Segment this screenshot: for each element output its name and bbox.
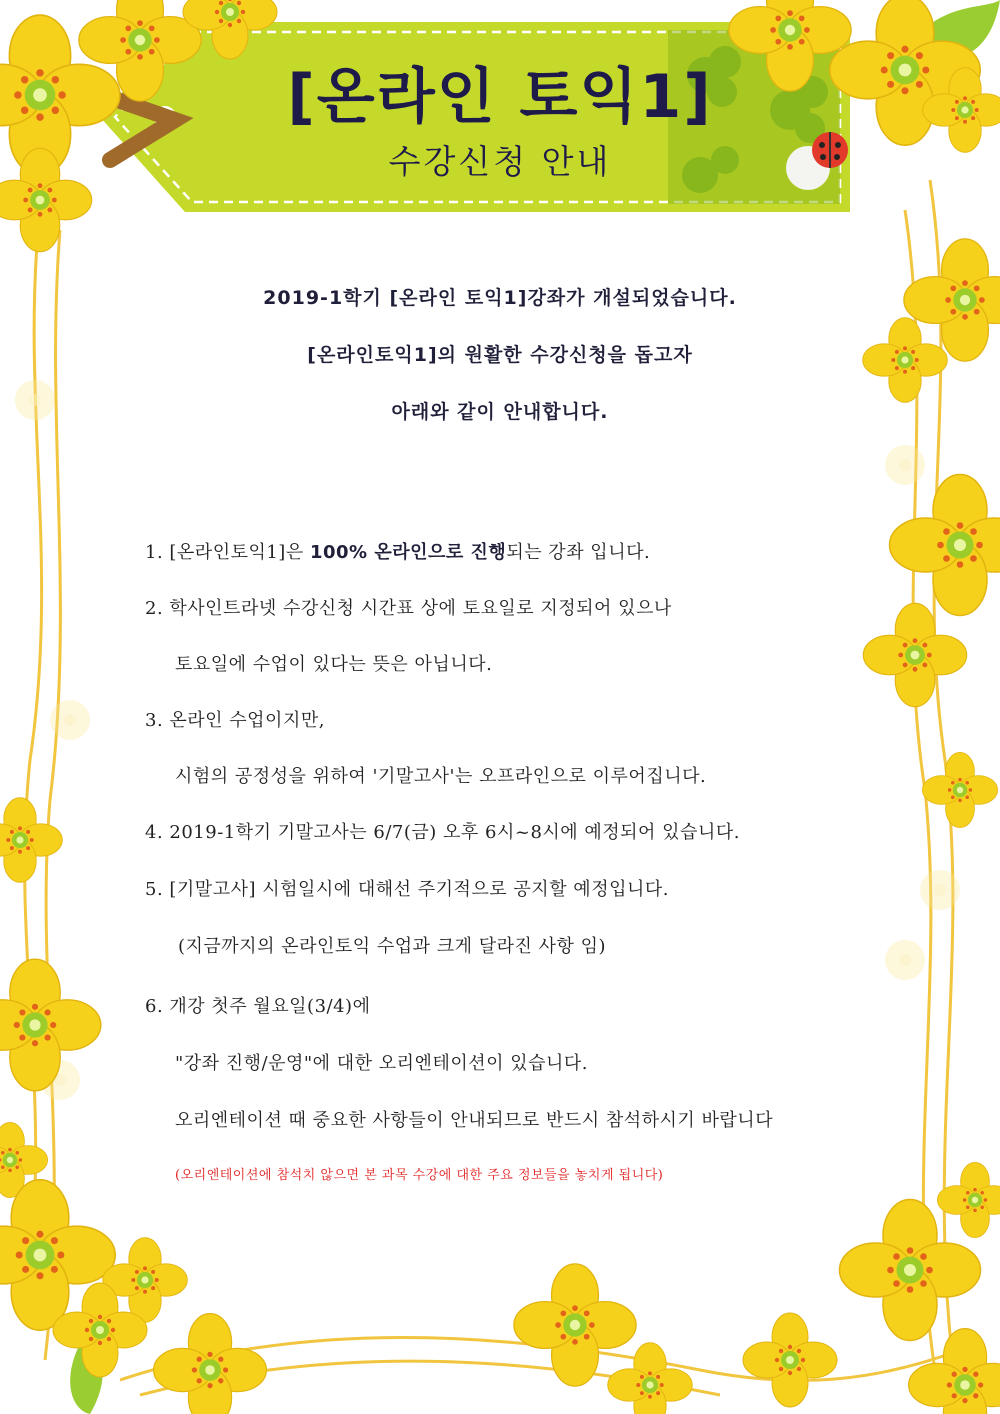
- list-item-6-cont-2: 오리엔테이션 때 중요한 사항들이 안내되므로 반드시 참석하시기 바랍니다: [175, 1110, 774, 1131]
- list-item-6: 6. 개강 첫주 월요일(3/4)에: [145, 996, 371, 1017]
- list-item-1-suffix: 되는 강좌 입니다.: [506, 542, 651, 563]
- list-item-1: [145, 538, 650, 564]
- page-title: [온라인 토익1]: [287, 62, 713, 132]
- list-item-1-emphasis: 100% 온라인으로 진행: [309, 542, 507, 563]
- list-item-6-cont-1: "강좌 진행/운영"에 대한 오리엔테이션이 있습니다.: [175, 1053, 588, 1074]
- list-item-5: 5. [기말고사] 시험일시에 대해선 주기적으로 공지할 예정입니다.: [145, 879, 669, 900]
- list-item-1-prefix: 1. [온라인토익1]은: [145, 542, 310, 563]
- list-item-2: 2. 학사인트라넷 수강신청 시간표 상에 토요일로 지정되어 있으나: [145, 598, 672, 619]
- list-item-4: 4. 2019-1학기 기말고사는 6/7(금) 오후 6시~8시에 예정되어 있습니다.: [145, 822, 740, 843]
- page-subtitle: 수강신청 안내: [388, 142, 612, 181]
- warning-note: (오리엔테이션에 참석치 않으면 본 과목 수강에 대한 주요 정보들을 놓치게 됩니다): [175, 1168, 664, 1183]
- intro-line-2: [온라인토익1]의 원활한 수강신청을 돕고자: [307, 344, 693, 366]
- list-item-3-cont: 시험의 공정성을 위하여 '기말고사'는 오프라인으로 이루어집니다.: [175, 766, 707, 787]
- list-item-3: 3. 온라인 수업이지만,: [145, 710, 325, 731]
- list-item-5-cont: (지금까지의 온라인토익 수업과 크게 달라진 사항 임): [178, 936, 607, 957]
- intro-line-1: 2019-1학기 [온라인 토익1]강좌가 개설되었습니다.: [263, 287, 737, 309]
- intro-line-3: 아래와 같이 안내합니다.: [391, 401, 609, 423]
- list-item-2-cont: 토요일에 수업이 있다는 뜻은 아닙니다.: [175, 654, 493, 675]
